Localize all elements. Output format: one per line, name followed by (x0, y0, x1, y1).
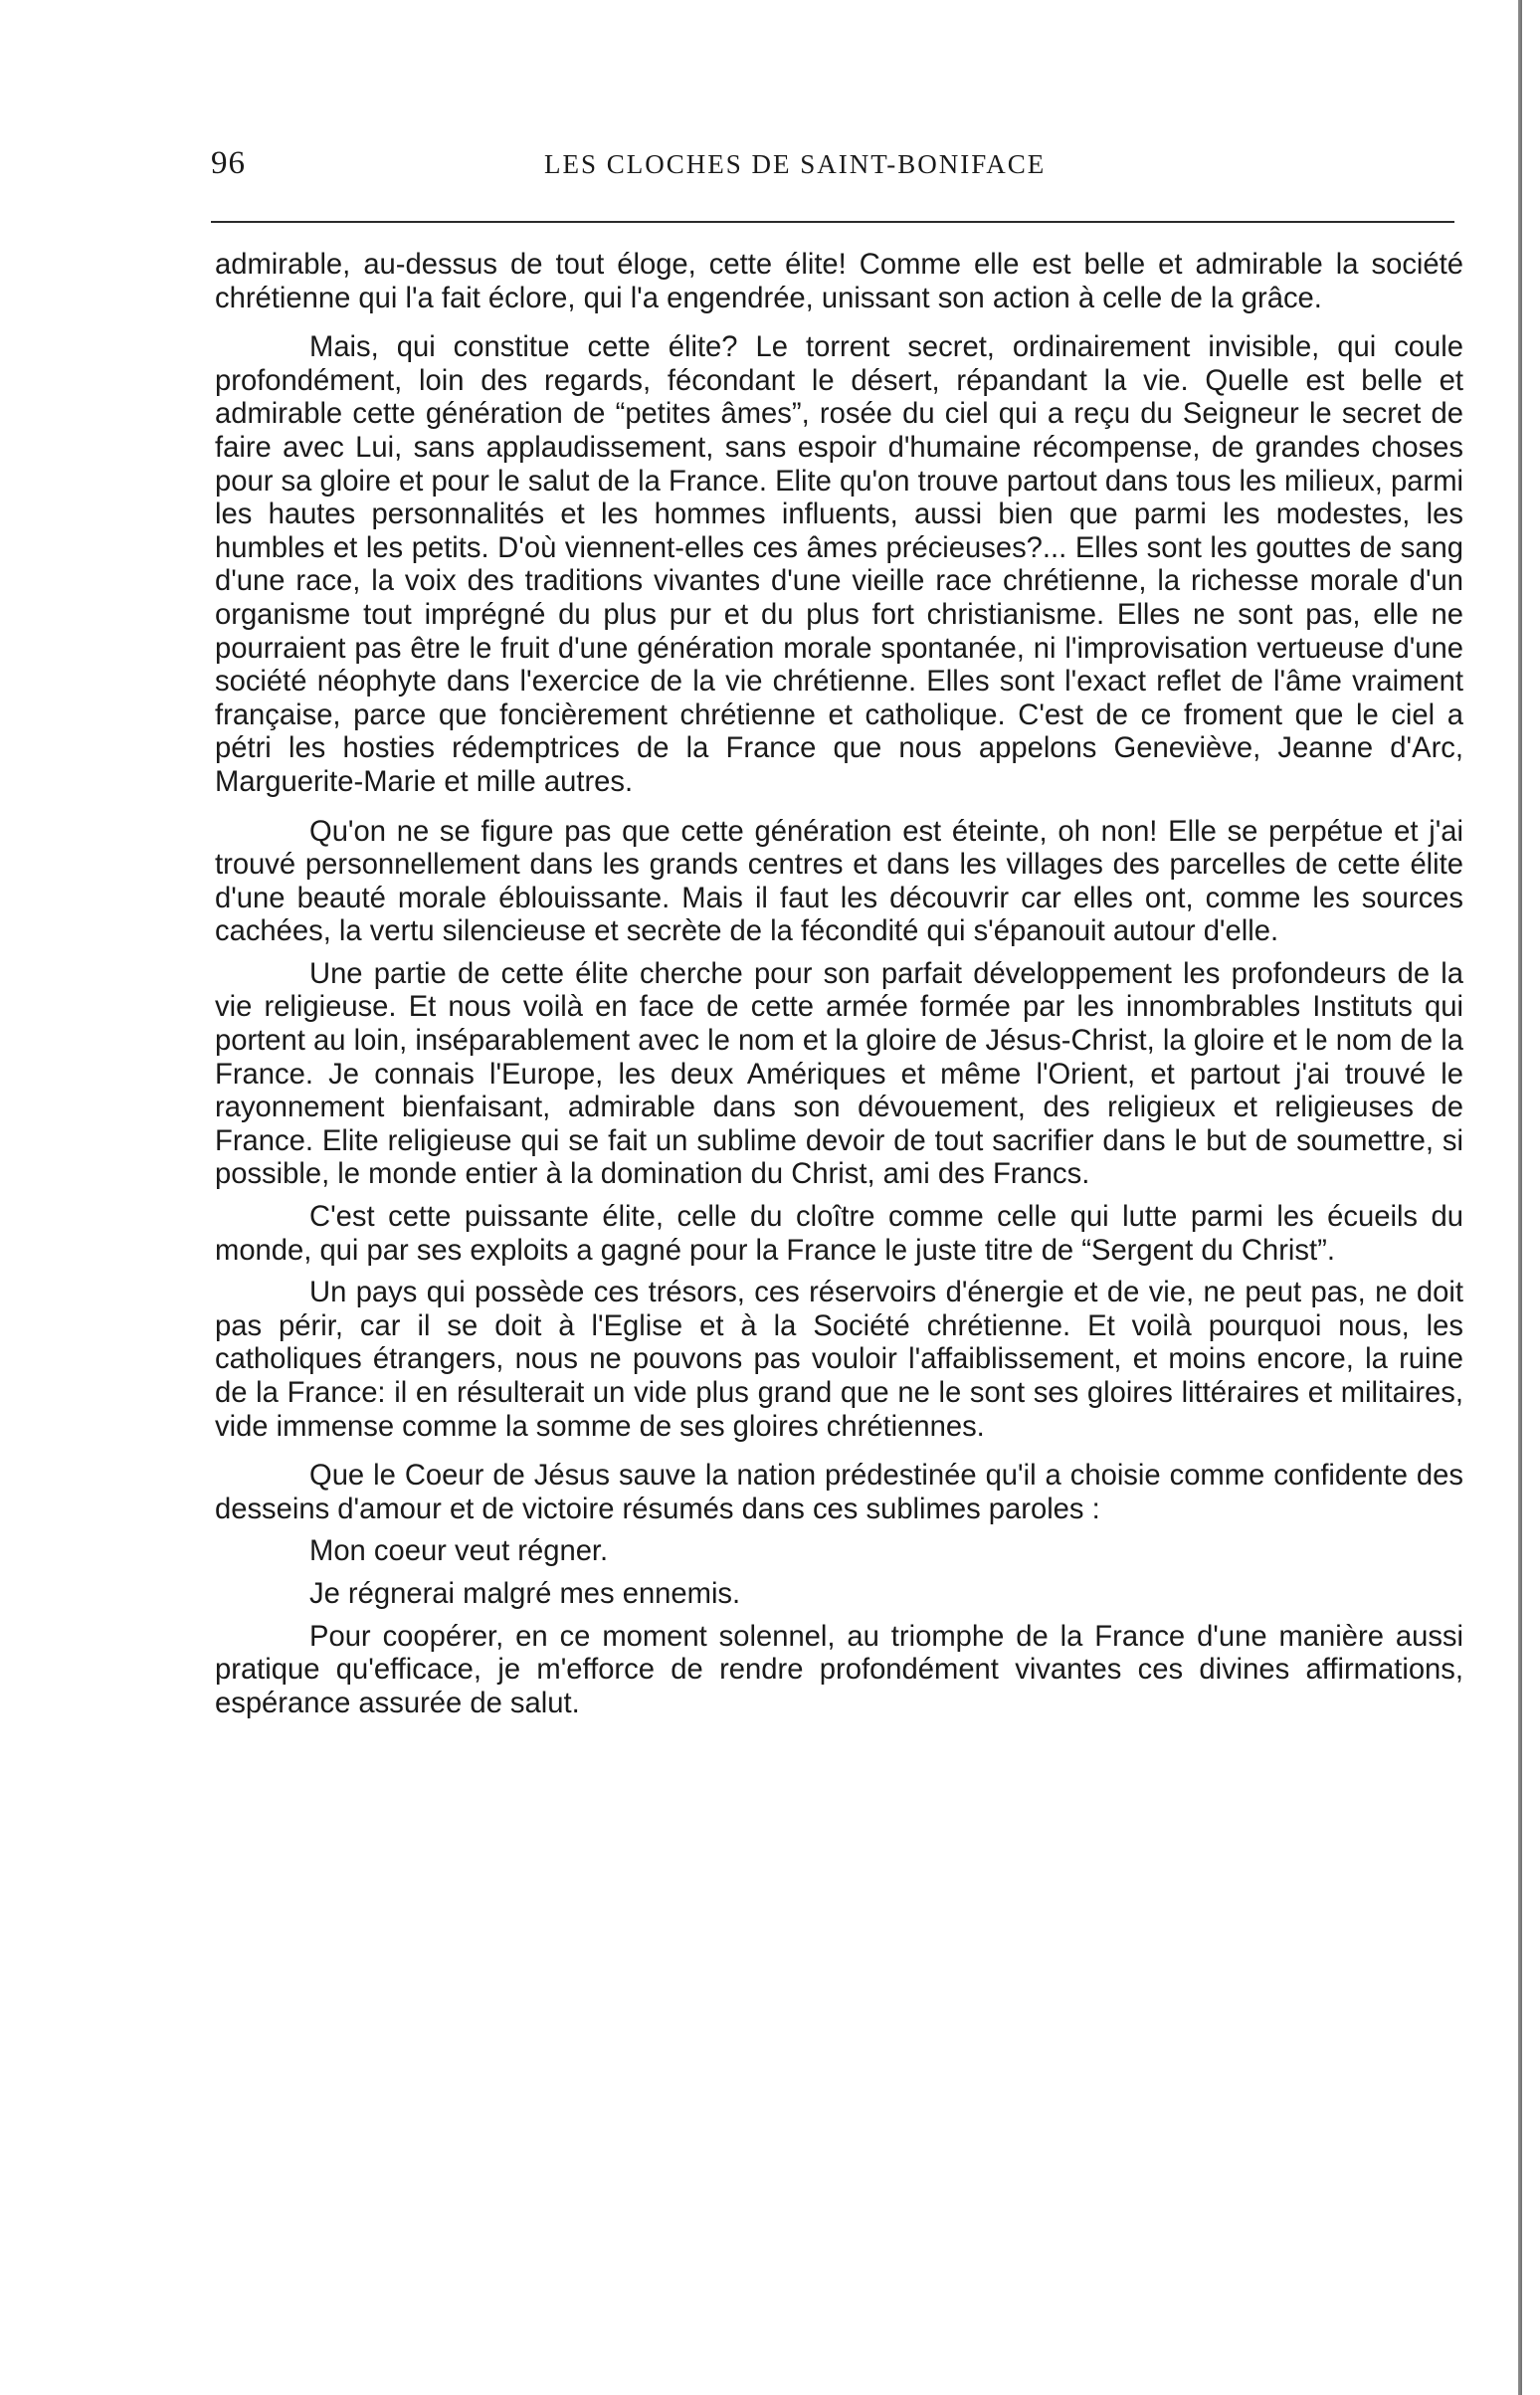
quote-line-2: Je régnerai malgré mes ennemis. (309, 1577, 741, 1610)
quote-line-1: Mon coeur veut régner. (309, 1535, 609, 1568)
page-header (211, 145, 1454, 195)
page-number: 96 (211, 145, 246, 181)
paragraph-1: admirable, au-dessus de tout éloge, cette élite! Comme elle est belle et admirable la société chrétienne qui l'a fait éclore, qui l'a engendrée, unissant son action à celle de la grâce. (215, 249, 1463, 314)
paragraph-10: Pour coopérer, en ce moment solennel, au triomphe de la France d'une manière aussi pratique qu'efficace, je m'efforce de rendre profondément vivantes ces divines affirmations, espérance assurée de salut. (215, 1620, 1463, 1719)
paragraph-5: C'est cette puissante élite, celle du cloître comme celle qui lutte parmi les écueils du monde, qui par ses exploits a gagné pour la France le juste titre de “Sergent du Christ”. (215, 1201, 1463, 1267)
paragraph-6: Un pays qui possède ces trésors, ces réservoirs d'énergie et de vie, ne peut pas, ne doit pas périr, car il se doit à l'Eglise et à la Société chrétienne. Et voilà pourquoi nous, les catholiques étrangers, nous ne pouvons pas vouloir l'affaiblissement, et moins encore, la ruine de la France: il en résulterait un vide plus grand que ne le sont ses gloires littéraires et militaires, vide immense comme la somme de ses gloires chrétiennes. (215, 1277, 1463, 1443)
page-edge-shadow (1518, 0, 1522, 2395)
paragraph-3: Qu'on ne se figure pas que cette génération est éteinte, oh non! Elle se perpétue et j'ai trouvé personnellement dans les grands centres et dans les villages des parcelles de cette élite d'une beauté morale éblouissante. Mais il faut les découvrir car elles ont, comme les sources cachées, la vertu silencieuse et secrète de la fécondité qui s'épanouit autour d'elle. (215, 815, 1463, 948)
paragraph-2: Mais, qui constitue cette élite? Le torrent secret, ordinairement invisible, qui coule profondément, loin des regards, fécondant le désert, répandant la vie. Quelle est belle et admirable cette génération de “petites âmes”, rosée du ciel qui a reçu du Seigneur le secret de faire avec Lui, sans applaudissement, sans espoir d'humaine récompense, de grandes choses pour sa gloire et pour le salut de la France. Elite qu'on trouve partout dans tous les milieux, parmi les hautes personnalités et les hommes influents, aussi bien que parmi les modestes, les humbles et les petits. D'où viennent-elles ces âmes précieuses?... Elles sont les gouttes de sang d'une race, la voix des traditions vivantes d'une vieille race chrétienne, la richesse morale d'un organisme tout imprégné du plus pur et du plus fort christianisme. Elles ne sont pas, elle ne pourraient pas être le fruit d'une génération morale spontanée, ni l'improvisation vertueuse d'une société néophyte dans l'exercice de la vie chrétienne. Elles sont l'exact reflet de l'âme vraiment française, parce que foncièrement chrétienne et catholique. C'est de ce froment que le ciel a pétri les hosties rédemptrices de la France que nous appelons Geneviève, Jeanne d'Arc, Marguerite-Marie et mille autres. (215, 331, 1463, 798)
paragraph-7: Que le Coeur de Jésus sauve la nation prédestinée qu'il a choisie comme confidente des desseins d'amour et de victoire résumés dans ces sublimes paroles : (215, 1460, 1463, 1525)
paragraph-4: Une partie de cette élite cherche pour son parfait développement les profondeurs de la vie religieuse. Et nous voilà en face de cette armée formée par les innombrables Instituts qui portent au loin, inséparablement avec le nom et la gloire de Jésus-Christ, la gloire et le nom de la France. Je connais l'Europe, les deux Amériques et même l'Orient, et partout j'ai trouvé le rayonnement bienfaisant, admirable dans son dévouement, des religieux et religieuses de France. Elite religieuse qui se fait un sublime devoir de tout sacrifier dans le but de soumettre, si possible, le monde entier à la domination du Christ, ami des Francs. (215, 957, 1463, 1191)
body-text (215, 249, 1463, 1736)
running-title: LES CLOCHES DE SAINT-BONIFACE (544, 149, 1047, 179)
header-rule (211, 221, 1454, 223)
